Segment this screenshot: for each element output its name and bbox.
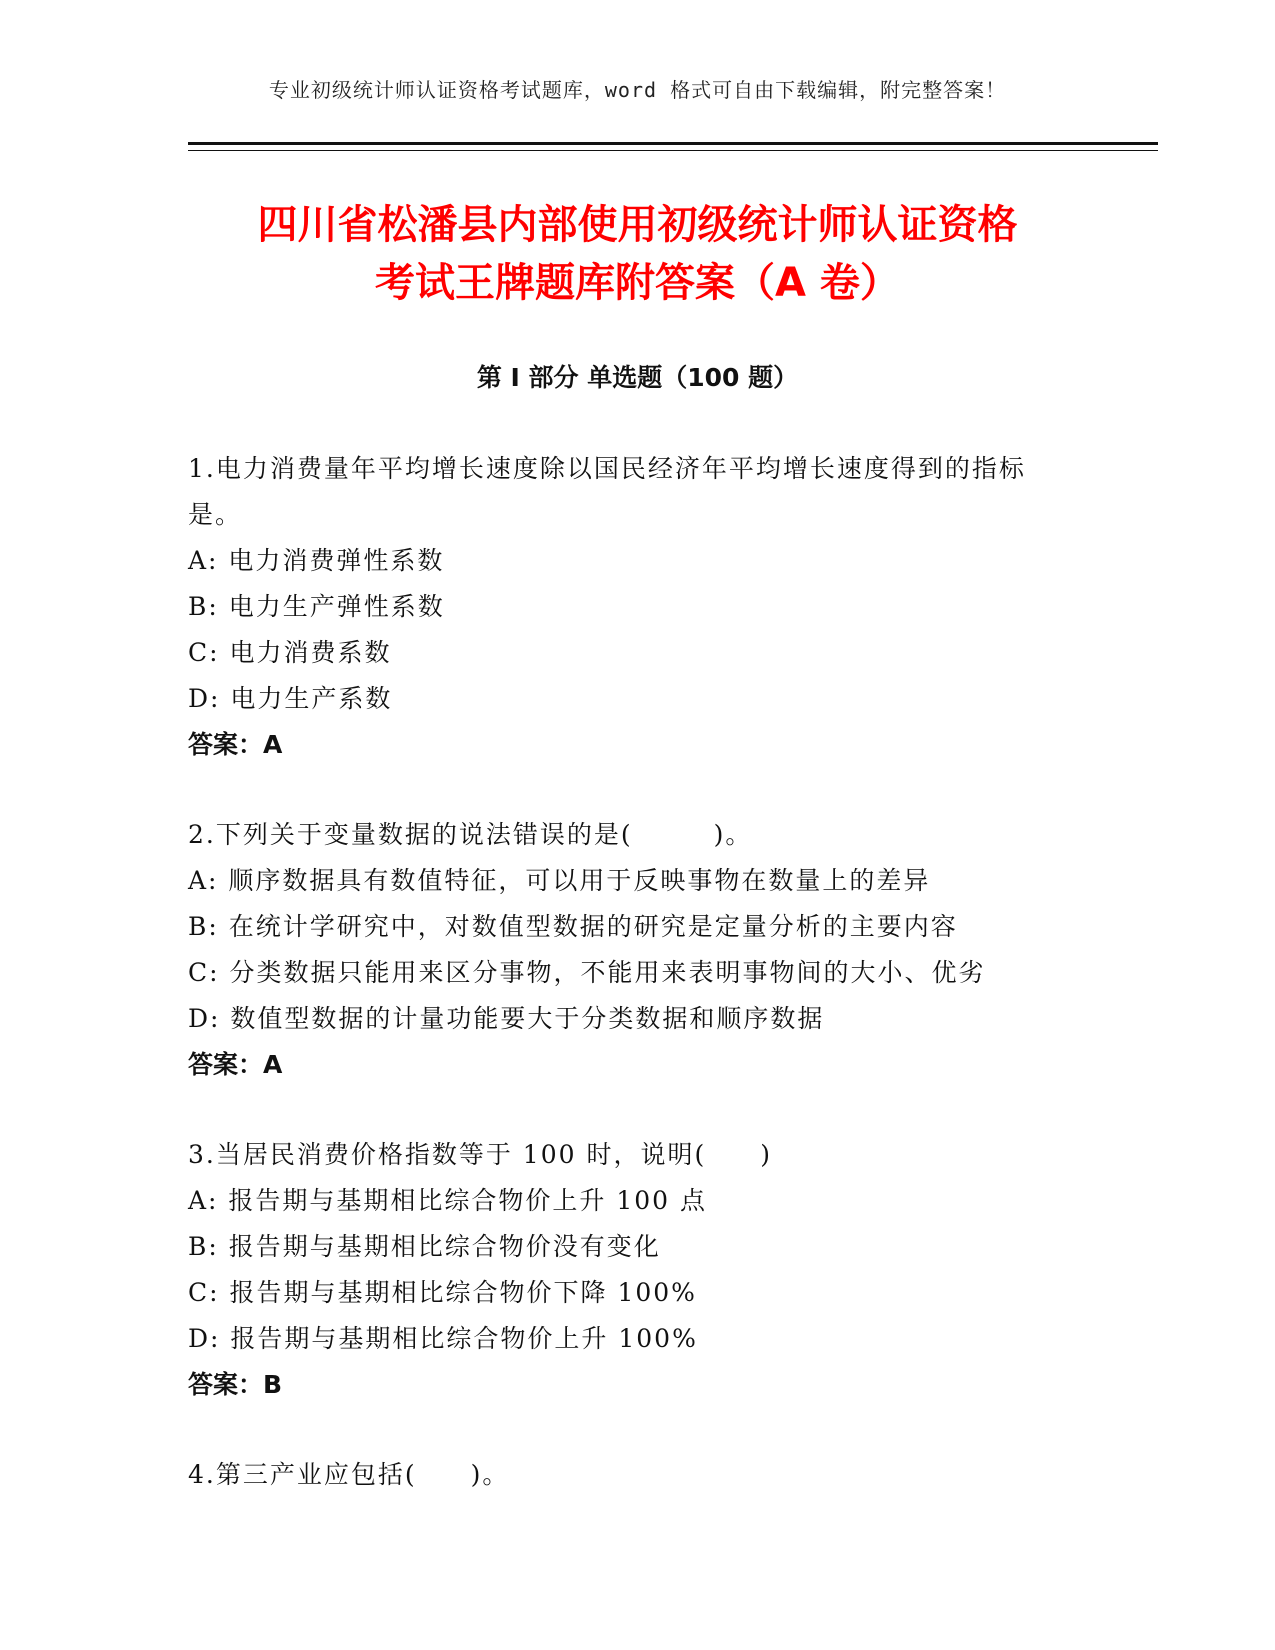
option-d: D: 报告期与基期相比综合物价上升 100%	[188, 1324, 698, 1353]
option-c: C: 电力消费系数	[188, 638, 392, 667]
question-stem: 1.电力消费量年平均增长速度除以国民经济年平均增长速度得到的指标是。	[188, 454, 1026, 529]
question-list	[188, 446, 1068, 1542]
document-title-line-1: 四川省松潘县内部使用初级统计师认证资格	[257, 202, 1018, 248]
option-b: B: 在统计学研究中，对数值型数据的研究是定量分析的主要内容	[188, 912, 958, 941]
header-note: 专业初级统计师认证资格考试题库，word 格式可自由下载编辑，附完整答案！	[268, 78, 1007, 102]
header-divider-thin	[188, 150, 1158, 151]
question-stem: 3.当居民消费价格指数等于 100 时，说明( )	[188, 1140, 772, 1169]
question-stem: 2.下列关于变量数据的说法错误的是( )。	[188, 820, 753, 849]
option-b: B: 报告期与基期相比综合物价没有变化	[188, 1232, 661, 1261]
document-title	[140, 196, 1135, 312]
question-stem: 4.第三产业应包括( )。	[188, 1460, 510, 1489]
answer-line: 答案：B	[188, 1370, 283, 1399]
answer-line: 答案：A	[188, 730, 283, 759]
option-a: A: 电力消费弹性系数	[188, 546, 445, 575]
answer-line: 答案：A	[188, 1050, 283, 1079]
question-3	[188, 1132, 1068, 1408]
section-title: 第 I 部分 单选题（100 题）	[476, 363, 799, 392]
question-4	[188, 1452, 1068, 1498]
question-2	[188, 812, 1068, 1088]
question-1	[188, 446, 1068, 768]
option-c: C: 报告期与基期相比综合物价下降 100%	[188, 1278, 697, 1307]
option-a: A: 报告期与基期相比综合物价上升 100 点	[188, 1186, 708, 1215]
option-a: A: 顺序数据具有数值特征，可以用于反映事物在数量上的差异	[188, 866, 931, 895]
option-d: D: 电力生产系数	[188, 684, 393, 713]
document-title-line-2: 考试王牌题库附答案（A 卷）	[375, 260, 900, 306]
option-d: D: 数值型数据的计量功能要大于分类数据和顺序数据	[188, 1004, 825, 1033]
option-b: B: 电力生产弹性系数	[188, 592, 445, 621]
header-divider-thick	[188, 142, 1158, 145]
option-c: C: 分类数据只能用来区分事物，不能用来表明事物间的大小、优劣	[188, 958, 986, 987]
